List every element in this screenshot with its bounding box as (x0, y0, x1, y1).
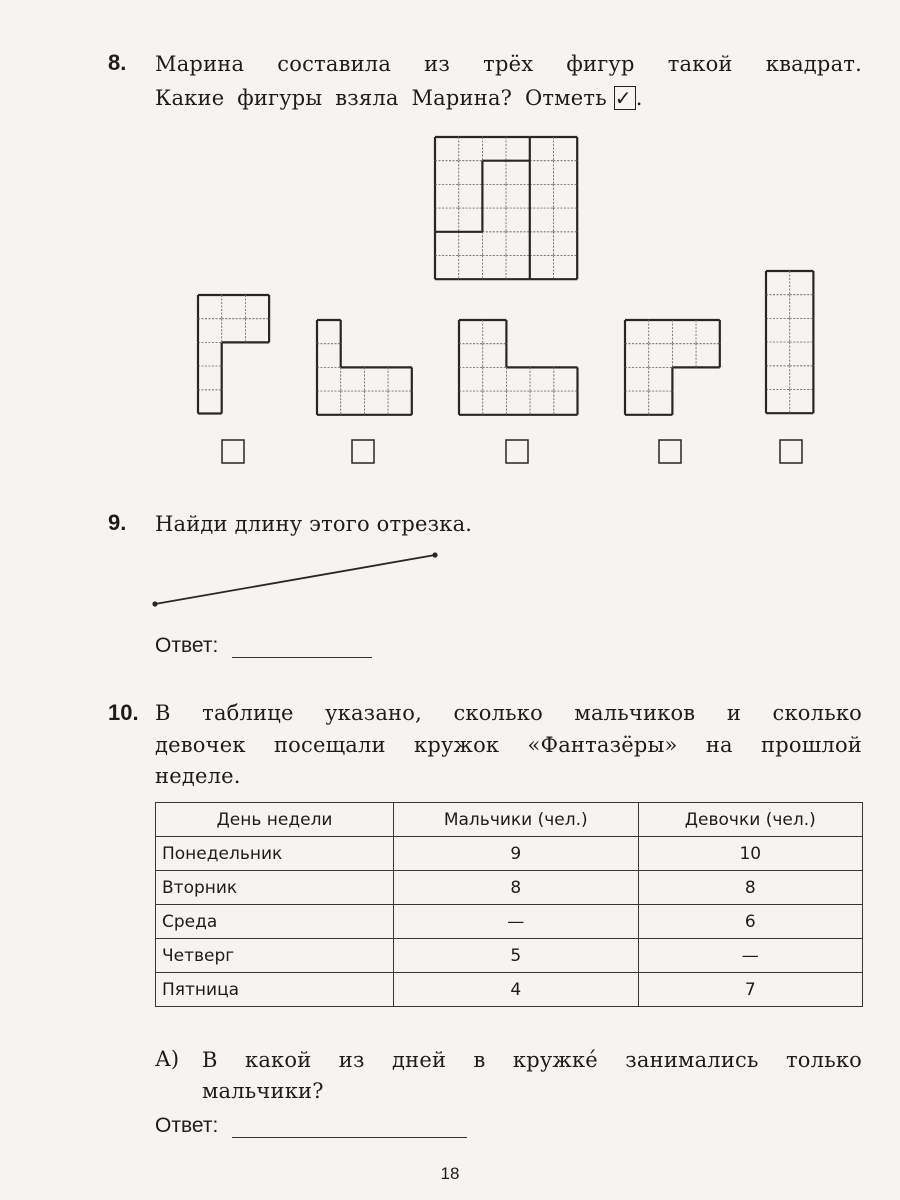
boys-cell: 8 (394, 871, 639, 905)
task-10-line2: девочек посещали кружок «Фантазёры» на прошлой (155, 733, 862, 757)
option-checkbox-2[interactable] (352, 440, 374, 463)
task-10-number: 10. (108, 700, 139, 725)
girls-cell: 8 (638, 871, 862, 905)
segment-line (155, 555, 435, 604)
table-row (156, 871, 863, 905)
sub-a-label: А) (155, 1047, 180, 1071)
answer-label: Ответ: (155, 634, 219, 657)
girls-cell: 6 (638, 905, 862, 939)
task-8-line1: Марина составила из трёх фигур такой квадрат. (155, 52, 862, 76)
figure-option-1 (198, 295, 269, 414)
day-cell: Вторник (156, 871, 394, 905)
figure-option-5 (766, 271, 813, 413)
task-10-line3: неделе. (155, 764, 241, 788)
task-10-answer (155, 1114, 467, 1138)
page-number: 18 (440, 1164, 460, 1183)
sub-a-line2: мальчики? (202, 1079, 324, 1103)
day-cell: Понедельник (156, 837, 394, 871)
option-checkbox-3[interactable] (506, 440, 528, 463)
header-day: День недели (156, 803, 394, 837)
girls-cell: 7 (638, 973, 862, 1007)
task-8-number: 8. (108, 50, 127, 75)
boys-cell: — (394, 905, 639, 939)
figure-option-2 (317, 320, 412, 415)
girls-cell: — (638, 939, 862, 973)
answer-field[interactable] (232, 637, 372, 658)
task-10-line1: В таблице указано, сколько мальчиков и сколько (155, 701, 862, 725)
sub-a-line1: В какой из дней в кружке́ занимались только (202, 1048, 862, 1072)
table-row (156, 905, 863, 939)
option-checkbox-1[interactable] (222, 440, 244, 463)
table-row (156, 939, 863, 973)
segment-endpoint-a (152, 601, 157, 606)
task-9-number: 9. (108, 510, 127, 535)
segment-endpoint-b (432, 552, 437, 557)
day-cell: Четверг (156, 939, 394, 973)
answer-field[interactable] (232, 1117, 467, 1138)
option-checkbox-4[interactable] (659, 440, 681, 463)
header-boys: Мальчики (чел.) (394, 803, 639, 837)
boys-cell: 9 (394, 837, 639, 871)
task-9-answer (155, 634, 372, 658)
boys-cell: 5 (394, 939, 639, 973)
attendance-table (155, 802, 863, 1007)
day-cell: Среда (156, 905, 394, 939)
checkmark-box-icon: ✓ (614, 86, 636, 110)
task-9-text: Найди длину этого отрезка. (155, 512, 473, 536)
figure-option-4 (625, 320, 720, 415)
day-cell: Пятница (156, 973, 394, 1007)
figure-option-3 (459, 320, 578, 415)
boys-cell: 4 (394, 973, 639, 1007)
option-checkbox-5[interactable] (780, 440, 802, 463)
table-row (156, 837, 863, 871)
table-row (156, 973, 863, 1007)
period: . (635, 86, 643, 110)
header-girls: Девочки (чел.) (638, 803, 862, 837)
girls-cell: 10 (638, 837, 862, 871)
composed-square (435, 137, 577, 279)
answer-label: Ответ: (155, 1114, 219, 1137)
table-header-row (156, 803, 863, 837)
task-8-question: Какие фигуры взяла Марина? Отметь (155, 86, 607, 110)
